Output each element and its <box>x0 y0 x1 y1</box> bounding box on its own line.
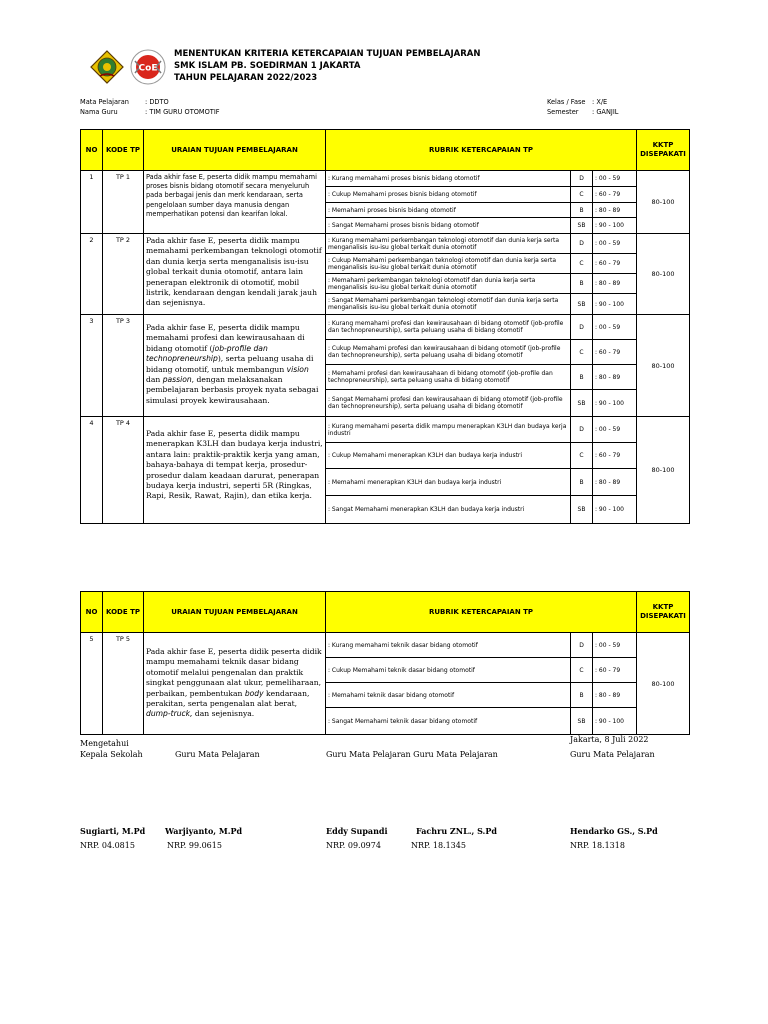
rubric-grade: D <box>571 234 593 253</box>
rubric-range: : 00 - 59 <box>595 426 621 433</box>
rubric-text: : Kurang memahami peserta didik mampu menerapkan K3LH dan budaya kerja industri <box>326 417 571 442</box>
rubric-row <box>326 443 636 469</box>
table-row <box>81 417 690 524</box>
rubric-list <box>326 417 636 523</box>
rubric-range: : 80 - 89 <box>595 206 621 214</box>
coe-logo-text: CoE <box>138 63 158 74</box>
rubric-range: : 00 - 59 <box>595 323 621 331</box>
row-kode: TP 3 <box>115 317 131 325</box>
rubric-row <box>326 254 636 274</box>
rubric-row <box>326 417 636 443</box>
rubric-range: : 00 - 59 <box>595 641 621 649</box>
rubric-row <box>326 340 636 365</box>
row-no: 1 <box>89 173 94 181</box>
semester-label: Semester <box>547 108 579 116</box>
kelas-value: : X/E <box>592 98 608 106</box>
row-uraian: Pada akhir fase E, peserta didik mampu memahami profesi dan kewirausahaan di bidang otomotif (job-profile dan technopreneurship), serta peluang usaha di bidang otomotif, untuk membangun vision dan passion, dengan melaksanakan pembelajaran berbasis proyek nyata sebagai simulasi proyek kewirausahaan. <box>146 323 319 405</box>
rubric-list <box>326 171 636 233</box>
rubric-grade: D <box>571 171 593 186</box>
rubric-range: : 80 - 89 <box>595 373 621 381</box>
row-no: 3 <box>89 317 94 325</box>
row-kktp: 80-100 <box>637 171 690 234</box>
signer-nrp: NRP. 04.0815 <box>80 841 135 850</box>
place-date: Jakarta, 8 Juli 2022 <box>570 735 649 744</box>
signer-name: Sugiarti, M.Pd <box>80 826 146 836</box>
rubric-row <box>326 171 636 187</box>
rubric-text: : Memahami profesi dan kewirausahaan di bidang otomotif (job-profile dan technopreneurship), serta peluang usaha di bidang otomotif <box>326 365 571 389</box>
row-uraian: Pada akhir fase E, peserta didik peserta didik mampu memahami teknik dasar bidang otomotif melalui pengenalan dan praktik singkat penggunaan alat ukur, pemeliharaan, perbaikan, pembentukan body kendaraan, perakitan, serta pengenalan alat berat, dump-truck, dan sejenisnya. <box>146 647 322 719</box>
rubric-text: : Memahami menerapkan K3LH dan budaya kerja industri <box>326 469 571 495</box>
rubric-grade: SB <box>571 390 593 416</box>
signer-name: Hendarko GS., S.Pd <box>570 826 658 836</box>
rubric-range: : 90 - 100 <box>595 222 624 229</box>
rubric-list <box>326 633 636 734</box>
rubric-grade: B <box>571 683 593 707</box>
signer-name: Fachru ZNL., S.Pd <box>416 826 497 836</box>
rubric-range: : 80 - 89 <box>595 280 621 287</box>
tp-table-1 <box>80 129 690 524</box>
rubric-range: : 80 - 89 <box>595 478 621 486</box>
rubric-row <box>326 274 636 294</box>
row-no: 5 <box>89 635 94 643</box>
school-year: TAHUN PELAJARAN 2022/2023 <box>174 73 318 83</box>
rubric-range: : 80 - 89 <box>595 691 621 699</box>
rubric-text: : Cukup Memahami menerapkan K3LH dan budaya kerja industri <box>326 443 571 468</box>
rubric-range: : 90 - 100 <box>595 300 624 308</box>
rubric-list <box>326 315 636 416</box>
rubric-text: : Cukup Memahami perkembangan teknologi otomotif dan dunia kerja serta menganalisis isu-isu global terkait dunia otomotif <box>326 254 571 273</box>
rubric-range: : 00 - 59 <box>595 175 621 182</box>
header-uraian: URAIAN TUJUAN PEMBELAJARAN <box>144 130 326 171</box>
rubric-grade: SB <box>571 218 593 233</box>
rubric-row <box>326 633 636 658</box>
tp-table-2 <box>80 591 690 735</box>
signer-nrp: NRP. 18.1345 <box>411 841 466 850</box>
guru-value: : TIM GURU OTOMOTIF <box>145 108 220 116</box>
rubric-grade: C <box>571 254 593 273</box>
header-no: NO <box>81 130 103 171</box>
rubric-range: : 90 - 100 <box>595 399 624 407</box>
rubric-text: : Memahami teknik dasar bidang otomotif <box>326 683 571 707</box>
row-kktp: 80-100 <box>637 417 690 524</box>
header-no: NO <box>81 592 103 633</box>
row-uraian: Pada akhir fase E, peserta didik mampu menerapkan K3LH dan budaya kerja industri, antara lain: praktik-praktik kerja yang aman, bahaya-bahaya di tempat kerja, prosedur-prosedur dalam keadaan darurat, penerapan budaya kerja industri, seperti 5R (Ringkas, Rapi, Resik, Rawat, Rajin), dan etika kerja. <box>146 429 323 501</box>
row-no: 4 <box>89 419 94 427</box>
school-name: SMK ISLAM PB. SOEDIRMAN 1 JAKARTA <box>174 61 361 71</box>
row-kktp: 80-100 <box>637 315 690 417</box>
coe-logo <box>130 49 166 85</box>
row-no: 2 <box>89 236 94 244</box>
table-header-row <box>81 592 690 633</box>
rubric-row <box>326 496 636 523</box>
row-kode: TP 4 <box>115 419 131 427</box>
mapel-value: : DDTO <box>145 98 169 106</box>
rubric-grade: B <box>571 469 593 495</box>
rubric-text: : Sangat Memahami perkembangan teknologi otomotif dan dunia kerja serta menganalisis isu-isu global terkait dunia otomotif <box>326 294 571 314</box>
semester-value: : GANJIL <box>592 108 619 116</box>
rubric-text: : Sangat Memahami teknik dasar bidang otomotif <box>326 708 571 734</box>
header-kode: KODE TP <box>103 592 144 633</box>
signer-name: Eddy Supandi <box>326 826 388 836</box>
rubric-row <box>326 708 636 734</box>
header-rubrik: RUBRIK KETERCAPAIAN TP <box>326 592 637 633</box>
rubric-range: : 60 - 79 <box>595 191 621 198</box>
rubric-text: : Cukup Memahami teknik dasar bidang otomotif <box>326 658 571 682</box>
rubric-text: : Kurang memahami perkembangan teknologi otomotif dan dunia kerja serta menganalisis isu-isu global terkait dunia otomotif <box>326 234 571 253</box>
row-kode: TP 1 <box>115 173 131 181</box>
header-uraian: URAIAN TUJUAN PEMBELAJARAN <box>144 592 326 633</box>
rubric-row <box>326 469 636 496</box>
guru-label-1: Guru Mata Pelajaran <box>175 750 260 759</box>
row-uraian: Pada akhir fase E, peserta didik mampu memahami perkembangan teknologi otomotif dan dunia kerja serta menganalisis isu-isu global terkait dunia otomotif, antara lain penerapan elektronik di otomotif, mobil listrik, kendaraan dengan kendali jarak jauh dan sejenisnya. <box>146 236 322 308</box>
rubric-row <box>326 218 636 233</box>
kelas-label: Kelas / Fase <box>547 98 586 106</box>
rubric-row <box>326 315 636 340</box>
school-emblem-icon <box>90 50 124 84</box>
header-kktp: KKTP DISEPAKATI <box>637 592 690 633</box>
table-row <box>81 633 690 735</box>
rubric-text: : Cukup Memahami profesi dan kewirausahaan di bidang otomotif (job-profile dan technopreneurship), serta peluang usaha di bidang otomotif <box>326 340 571 364</box>
rubric-text: : Memahami perkembangan teknologi otomotif dan dunia kerja serta menganalisis isu-isu global terkait dunia otomotif <box>326 274 571 293</box>
header-kktp: KKTP DISEPAKATI <box>637 130 690 171</box>
rubric-grade: B <box>571 365 593 389</box>
rubric-grade: C <box>571 658 593 682</box>
rubric-row <box>326 187 636 203</box>
rubric-grade: C <box>571 340 593 364</box>
guru-label-3: Guru Mata Pelajaran <box>570 750 655 759</box>
row-kode: TP 2 <box>115 236 131 244</box>
kepala-sekolah-label: Kepala Sekolah <box>80 750 143 759</box>
rubric-text: : Sangat Memahami menerapkan K3LH dan budaya kerja industri <box>326 496 571 523</box>
rubric-list <box>326 234 636 314</box>
row-kktp: 80-100 <box>637 234 690 315</box>
rubric-row <box>326 683 636 708</box>
rubric-grade: C <box>571 187 593 202</box>
rubric-text: : Sangat Memahami profesi dan kewirausahaan di bidang otomotif (job-profile dan technopreneurship), serta peluang usaha di bidang otomotif <box>326 390 571 416</box>
rubric-row <box>326 294 636 314</box>
table-row <box>81 171 690 234</box>
doc-title: MENENTUKAN KRITERIA KETERCAPAIAN TUJUAN PEMBELAJARAN <box>174 49 481 59</box>
table-row <box>81 315 690 417</box>
table-row <box>81 234 690 315</box>
rubric-grade: B <box>571 274 593 293</box>
rubric-range: : 90 - 100 <box>595 717 624 725</box>
signer-name: Warjiyanto, M.Pd <box>165 826 243 836</box>
rubric-text: : Kurang memahami proses bisnis bidang otomotif <box>326 171 571 186</box>
guru-label-2: Guru Mata Pelajaran Guru Mata Pelajaran <box>326 750 498 759</box>
rubric-text: : Kurang memahami teknik dasar bidang otomotif <box>326 633 571 657</box>
header-kode: KODE TP <box>103 130 144 171</box>
row-kktp: 80-100 <box>637 633 690 735</box>
row-kode: TP 5 <box>115 635 131 643</box>
rubric-row <box>326 365 636 390</box>
rubric-row <box>326 203 636 218</box>
rubric-grade: C <box>571 443 593 468</box>
signer-nrp: NRP. 09.0974 <box>326 841 381 850</box>
rubric-text: : Cukup Memahami proses bisnis bidang otomotif <box>326 187 571 202</box>
rubric-range: : 60 - 79 <box>595 452 621 459</box>
rubric-grade: SB <box>571 496 593 523</box>
signer-nrp: NRP. 99.0615 <box>167 841 222 850</box>
rubric-range: : 60 - 79 <box>595 666 621 674</box>
rubric-grade: D <box>571 315 593 339</box>
rubric-range: : 60 - 79 <box>595 348 621 356</box>
rubric-grade: SB <box>571 294 593 314</box>
rubric-text: : Memahami proses bisnis bidang otomotif <box>326 203 571 217</box>
rubric-grade: SB <box>571 708 593 734</box>
mengetahui-label: Mengetahui <box>80 739 129 748</box>
rubric-text: : Kurang memahami profesi dan kewirausahaan di bidang otomotif (job-profile dan technopreneurship), serta peluang usaha di bidang otomotif <box>326 315 571 339</box>
rubric-range: : 60 - 79 <box>595 260 621 267</box>
rubric-range: : 90 - 100 <box>595 506 624 513</box>
rubric-grade: D <box>571 417 593 442</box>
row-uraian: Pada akhir fase E, peserta didik mampu memahami proses bisnis bidang otomotif secara menyeluruh pada berbagai jenis dan merk kendaraan, serta pengelolaan sumber daya manusia dengan memperhatikan potensi dan kearifan lokal. <box>146 173 317 218</box>
signer-nrp: NRP. 18.1318 <box>570 841 625 850</box>
rubric-row <box>326 658 636 683</box>
table-header-row <box>81 130 690 171</box>
header-rubrik: RUBRIK KETERCAPAIAN TP <box>326 130 637 171</box>
rubric-range: : 00 - 59 <box>595 240 621 247</box>
mapel-label: Mata Pelajaran <box>80 98 129 106</box>
rubric-grade: D <box>571 633 593 657</box>
rubric-row <box>326 390 636 416</box>
rubric-row <box>326 234 636 254</box>
rubric-grade: B <box>571 203 593 217</box>
guru-label: Nama Guru <box>80 108 118 116</box>
rubric-text: : Sangat Memahami proses bisnis bidang otomotif <box>326 218 571 233</box>
